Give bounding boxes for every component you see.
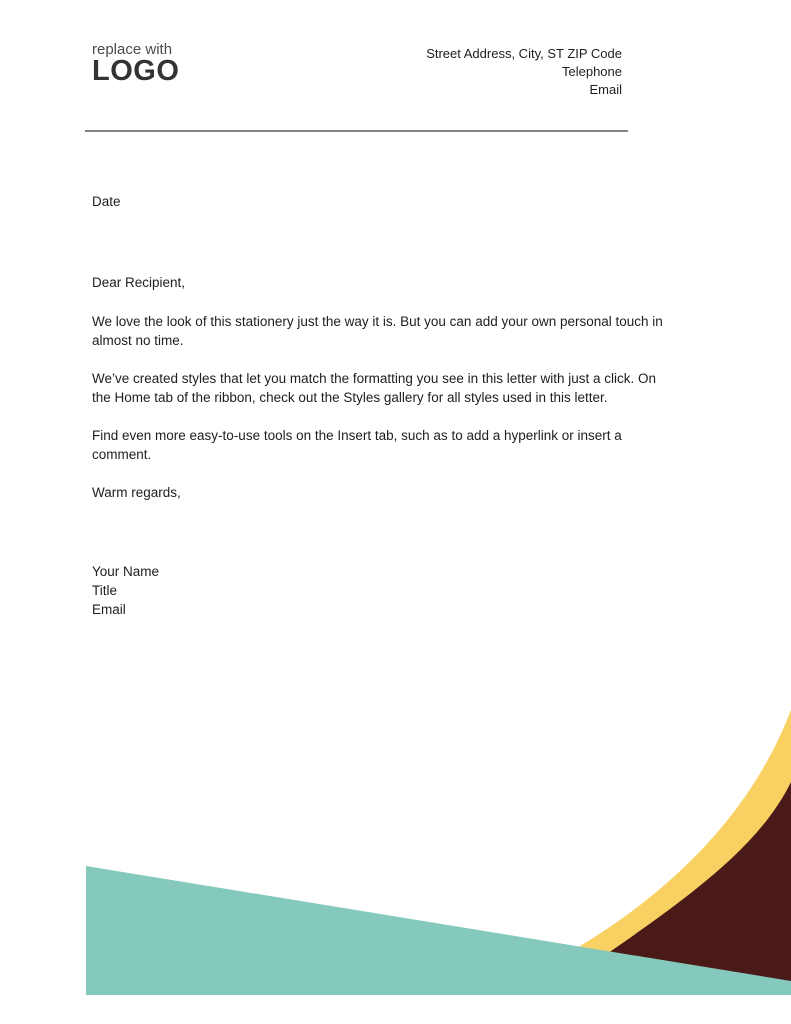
signature-email: Email [92, 602, 126, 617]
salutation: Dear Recipient, [92, 275, 186, 290]
decorative-yellow-swoosh [570, 710, 791, 995]
body-paragraph-line: We love the look of this stationery just the way it is. But you can add your own personal touch in [92, 314, 663, 329]
logo-tagline: replace with [92, 41, 173, 58]
date-line: Date [92, 194, 121, 209]
signature-block [92, 562, 159, 619]
decorative-maroon-swoosh [601, 782, 791, 995]
body-paragraph [92, 369, 656, 407]
logo-placeholder [92, 42, 179, 85]
body-paragraph-line: the Home tab of the ribbon, check out the Styles gallery for all styles used in this letter. [92, 390, 608, 405]
body-paragraph-line: comment. [92, 447, 152, 462]
contact-email: Email [589, 82, 622, 97]
body-paragraph [92, 426, 622, 464]
body-paragraph-line: almost no time. [92, 333, 184, 348]
body-paragraph-line: We’ve created styles that let you match the formatting you see in this letter with just a click. On [92, 371, 657, 386]
decorative-teal-band [86, 866, 791, 995]
contact-address: Street Address, City, ST ZIP Code [426, 46, 622, 61]
header-divider [85, 130, 628, 132]
logo-text: LOGO [92, 55, 180, 87]
signature-name: Your Name [92, 564, 160, 579]
body-paragraph-line: Find even more easy-to-use tools on the Insert tab, such as to add a hyperlink or insert a [92, 428, 622, 443]
body-paragraph [92, 312, 663, 350]
contact-telephone: Telephone [562, 64, 622, 79]
signature-title: Title [92, 583, 118, 598]
contact-block [426, 45, 622, 99]
closing-line: Warm regards, [92, 485, 181, 500]
